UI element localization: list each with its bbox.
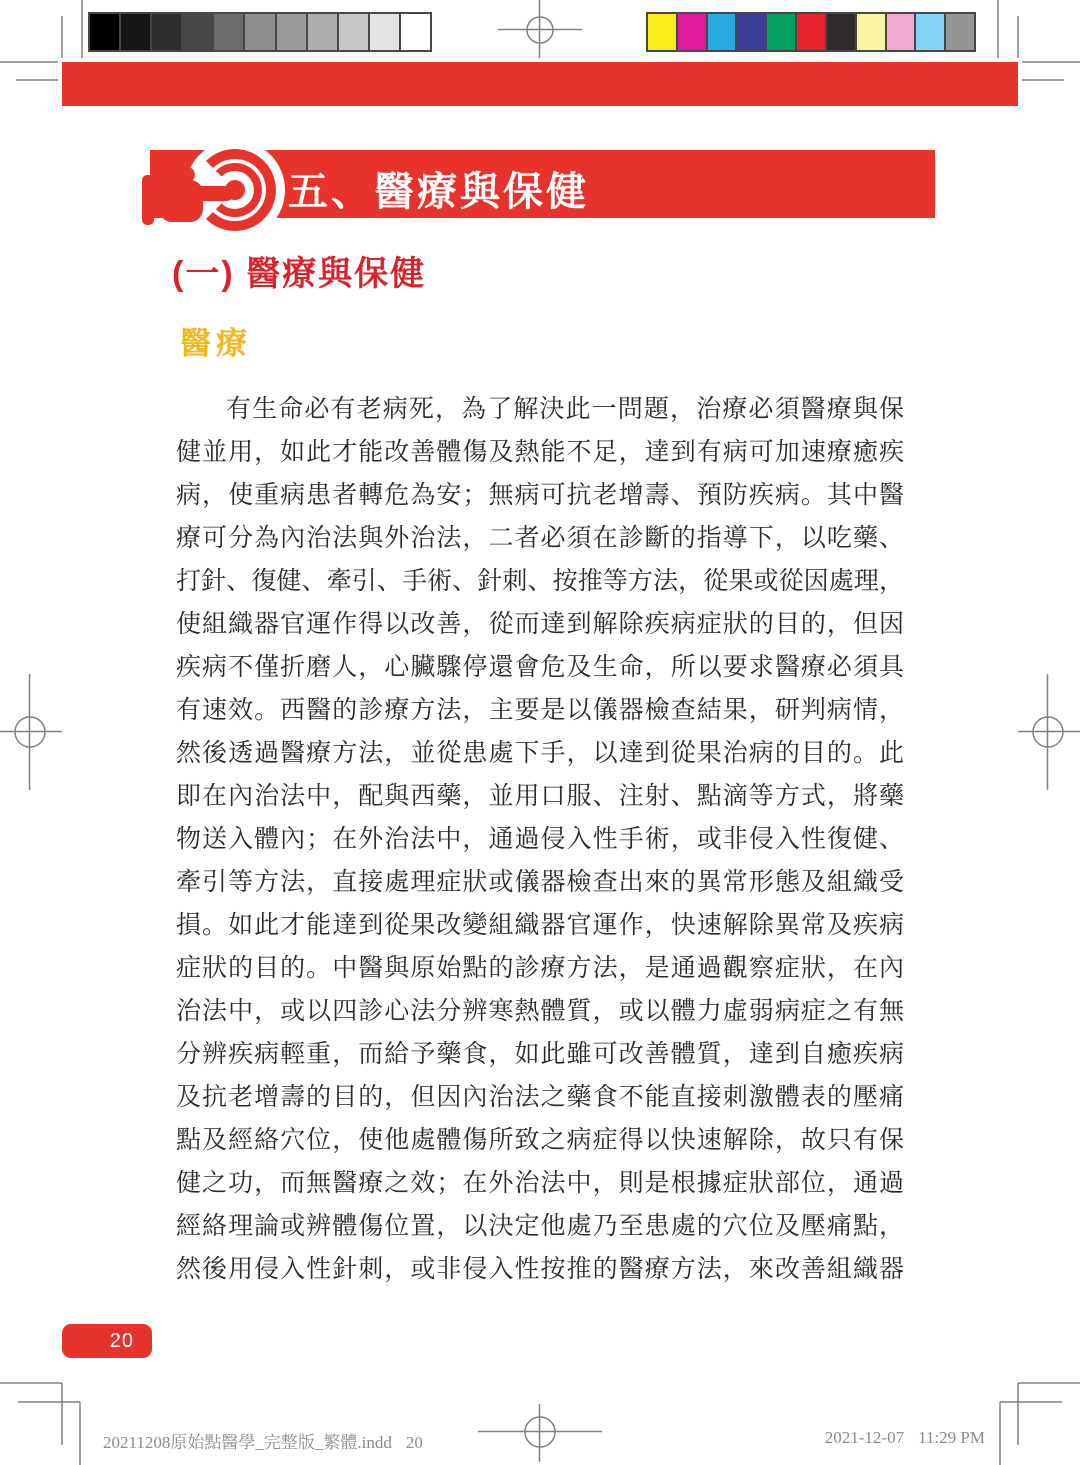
footer-file-name: 20211208原始點醫學_完整版_繁體.indd: [103, 1433, 392, 1452]
body-line: 疾病不僅折磨人，心臟驟停還會危及生命，所以要求醫療必須具: [176, 653, 904, 681]
section-heading: (一) 醫療與保健: [172, 255, 427, 293]
body-line: 使組織器官運作得以改善，從而達到解除疾病症狀的目的，但因: [176, 610, 904, 638]
pointing-hand-target-icon: [140, 148, 290, 243]
calibration-swatch: [887, 14, 917, 50]
body-line: 然後用侵入性針刺，或非侵入性按推的醫療方法，來改善組織器: [176, 1255, 904, 1283]
body-line: 症狀的目的。中醫與原始點的診療方法，是通過觀察症狀，在內: [176, 954, 904, 982]
calibration-swatch: [648, 14, 678, 50]
calibration-swatch: [827, 14, 857, 50]
body-line: 物送入體內；在外治法中，通過侵入性手術，或非侵入性復健、: [176, 825, 904, 853]
footer-file-page: 20: [405, 1433, 423, 1452]
body-line: 牽引等方法，直接處理症狀或儀器檢查出來的異常形態及組織受: [176, 868, 904, 896]
subsection-heading: 醫療: [180, 326, 252, 361]
calibration-swatch: [946, 14, 974, 50]
body-line: 療可分為內治法與外治法，二者必須在診斷的指導下，以吃藥、: [176, 524, 904, 552]
calibration-swatch: [857, 14, 887, 50]
calibration-swatch: [401, 14, 430, 50]
body-line: 及抗老增壽的目的，但因內治法之藥食不能直接刺激體表的壓痛: [176, 1083, 904, 1111]
body-line: 分辨疾病輕重，而給予藥食，如此雖可改善體質，達到自癒疾病: [176, 1040, 904, 1068]
grayscale-bar: [88, 12, 432, 52]
body-line: 然後透過醫療方法，並從患處下手，以達到從果治病的目的。此: [176, 739, 904, 767]
body-line: 健之功，而無醫療之效；在外治法中，則是根據症狀部位，通過: [176, 1169, 904, 1197]
calibration-swatch: [916, 14, 946, 50]
body-line: 經絡理論或辨體傷位置，以決定他處乃至患處的穴位及壓痛點，: [176, 1212, 904, 1240]
calibration-swatch: [277, 14, 308, 50]
body-line: 治法中，或以四診心法分辨寒熱體質，或以體力虛弱病症之有無: [176, 997, 904, 1025]
calibration-swatch: [121, 14, 152, 50]
body-line: 損。如此才能達到從果改變組織器官運作，快速解除異常及疾病: [176, 911, 904, 939]
color-bar: [646, 12, 976, 52]
calibration-swatch: [767, 14, 797, 50]
calibration-swatch: [245, 14, 276, 50]
calibration-swatch: [737, 14, 767, 50]
body-line: 點及經絡穴位，使他處體傷所致之病症得以快速解除，故只有保: [176, 1126, 904, 1154]
page-number-badge: 20: [62, 1324, 152, 1358]
calibration-swatch: [90, 14, 121, 50]
footer-timestamp: [825, 1428, 985, 1448]
body-line: 有生命必有老病死，為了解決此一問題，治療必須醫療與保: [226, 395, 904, 423]
top-red-band: [62, 62, 1018, 106]
calibration-swatch: [708, 14, 738, 50]
chapter-title: 五、醫療與保健: [288, 170, 589, 214]
calibration-swatch: [183, 14, 214, 50]
calibration-swatch: [678, 14, 708, 50]
calibration-swatch: [370, 14, 401, 50]
calibration-swatch: [339, 14, 370, 50]
calibration-swatch: [152, 14, 183, 50]
calibration-swatch: [308, 14, 339, 50]
body-line: 即在內治法中，配與西藥，並用口服、注射、點滴等方式，將藥: [176, 782, 904, 810]
calibration-swatch: [797, 14, 827, 50]
footer-file-info: [103, 1428, 423, 1453]
body-text: [176, 388, 904, 1291]
footer-time: 11:29 PM: [918, 1428, 985, 1447]
body-line: 病，使重病患者轉危為安；無病可抗老增壽、預防疾病。其中醫: [176, 481, 904, 509]
body-line: 健並用，如此才能改善體傷及熱能不足，達到有病可加速療癒疾: [176, 438, 904, 466]
calibration-swatch: [214, 14, 245, 50]
body-line: 打針、復健、牽引、手術、針刺、按推等方法，從果或從因處理，: [176, 567, 904, 595]
footer-date: 2021-12-07: [824, 1428, 905, 1447]
body-line: 有速效。西醫的診療方法，主要是以儀器檢查結果，研判病情，: [176, 696, 904, 724]
